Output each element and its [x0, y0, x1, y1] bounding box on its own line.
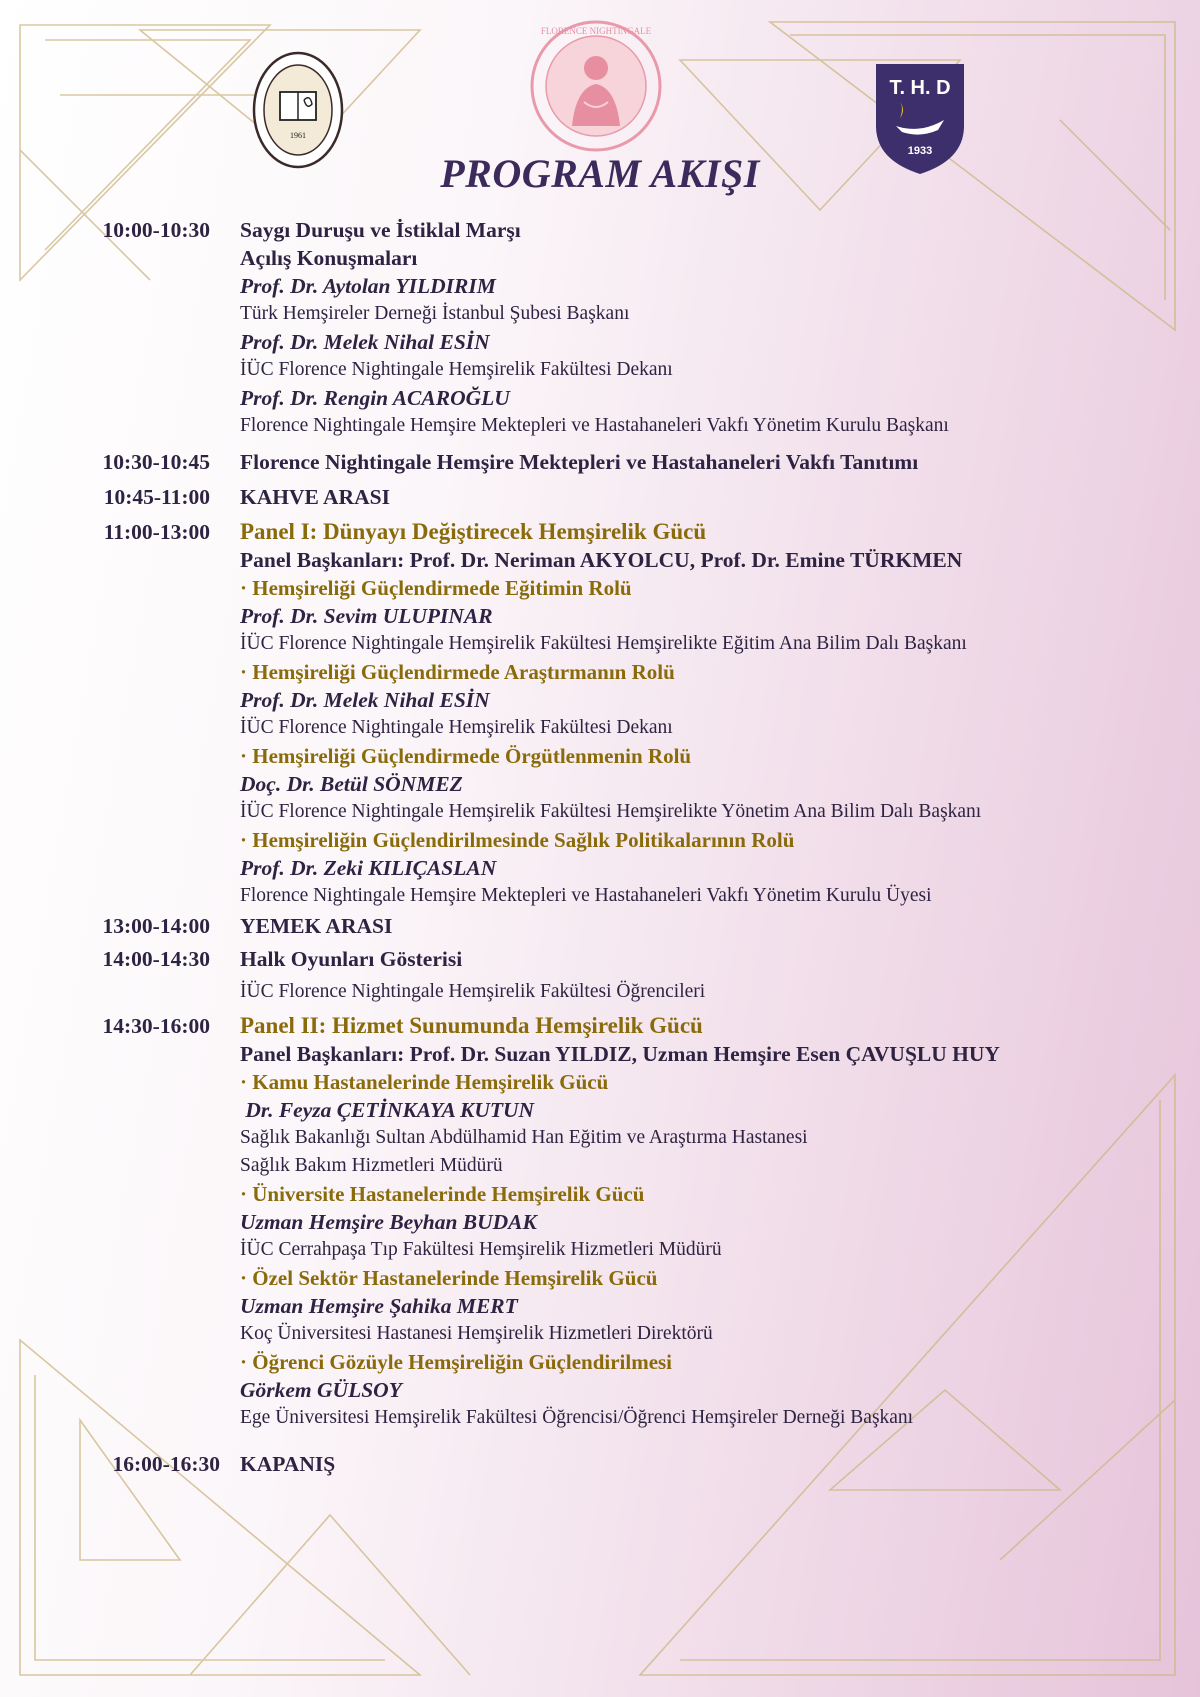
slot-content — [240, 483, 1190, 511]
talk-title: · Hemşireliği Güçlendirmede Örgütlenmenin Rolü — [240, 744, 692, 768]
slot-time: 10:00-10:30 — [102, 218, 210, 242]
panel-title: Panel I: Dünyayı Değiştirecek Hemşirelik Gücü — [240, 519, 707, 544]
slot-time: 14:00-14:30 — [102, 947, 210, 971]
speaker-role: Türk Hemşireler Derneği İstanbul Şubesi Başkanı — [240, 303, 630, 324]
speaker-name: Prof. Dr. Melek Nihal ESİN — [240, 688, 490, 712]
slot-time: 16:00-16:30 — [112, 1452, 220, 1476]
speaker-role: Ege Üniversitesi Hemşirelik Fakültesi Öğrencisi/Öğrenci Hemşireler Derneği Başkanı — [240, 1407, 914, 1428]
speaker-name: Prof. Dr. Melek Nihal ESİN — [240, 330, 490, 354]
speaker-name: Prof. Dr. Rengin ACAROĞLU — [240, 386, 510, 410]
speaker-name: Prof. Dr. Sevim ULUPINAR — [240, 604, 493, 628]
speaker-name: Prof. Dr. Aytolan YILDIRIM — [240, 274, 496, 298]
speaker-name: Görkem GÜLSOY — [240, 1378, 402, 1402]
slot-content — [240, 448, 1190, 476]
slot-content — [240, 216, 1190, 440]
speaker-role: İÜC Florence Nightingale Hemşirelik Fakültesi Hemşirelikte Eğitim Ana Bilim Dalı Başkanı — [240, 633, 967, 654]
speaker-role: İÜC Florence Nightingale Hemşirelik Fakültesi Hemşirelikte Yönetim Ana Bilim Dalı Başkanı — [240, 801, 982, 822]
talk-title: · Özel Sektör Hastanelerinde Hemşirelik Gücü — [240, 1266, 658, 1290]
talk-title: · Hemşireliği Güçlendirmede Araştırmanın Rolü — [240, 660, 675, 684]
slot-content — [240, 1450, 1190, 1478]
svg-text:1933: 1933 — [907, 145, 933, 157]
panel-chairs: Panel Başkanları: Prof. Dr. Suzan YILDIZ, Uzman Hemşire Esen ÇAVUŞLU HUY — [240, 1042, 1000, 1066]
slot-time: 11:00-13:00 — [103, 520, 210, 544]
speaker-role: Florence Nightingale Hemşire Mektepleri ve Hastahaneleri Vakfı Yönetim Kurulu Üyesi — [240, 885, 932, 906]
talk-title: · Hemşireliği Güçlendirmede Eğitimin Rolü — [240, 576, 632, 600]
svg-text:1961: 1961 — [290, 131, 306, 140]
svg-text:FLORENCE NIGHTINGALE: FLORENCE NIGHTINGALE — [540, 26, 652, 36]
session-title: KAPANIŞ — [240, 1452, 336, 1476]
panel-title: Panel II: Hizmet Sunumunda Hemşirelik Gücü — [240, 1013, 703, 1038]
session-title: Açılış Konuşmaları — [240, 246, 418, 270]
speaker-name: Doç. Dr. Betül SÖNMEZ — [240, 772, 463, 796]
slot-time: 14:30-16:00 — [102, 1014, 210, 1038]
svg-text:T. H. D: T. H. D — [889, 77, 951, 99]
slot-time: 13:00-14:00 — [102, 914, 210, 938]
speaker-role: İÜC Florence Nightingale Hemşirelik Fakültesi Dekanı — [240, 359, 673, 380]
speaker-name: Uzman Hemşire Şahika MERT — [240, 1294, 518, 1318]
talk-title: · Üniversite Hastanelerinde Hemşirelik Gücü — [240, 1182, 645, 1206]
speaker-name: Prof. Dr. Zeki KILIÇASLAN — [240, 856, 497, 880]
slot-time: 10:45-11:00 — [103, 485, 210, 509]
speaker-role: İÜC Cerrahpaşa Tıp Fakültesi Hemşirelik Hizmetleri Müdürü — [240, 1239, 722, 1260]
slot-content — [240, 518, 1190, 910]
page-title: PROGRAM AKIŞI — [440, 151, 760, 196]
slot-content — [240, 945, 1190, 1006]
speaker-name: Dr. Feyza ÇETİNKAYA KUTUN — [240, 1098, 535, 1122]
talk-title: · Kamu Hastanelerinde Hemşirelik Gücü — [240, 1070, 609, 1094]
speaker-role: Sağlık Bakanlığı Sultan Abdülhamid Han Eğitim ve Araştırma Hastanesi — [240, 1127, 808, 1148]
panel-chairs: Panel Başkanları: Prof. Dr. Neriman AKYOLCU, Prof. Dr. Emine TÜRKMEN — [240, 548, 963, 572]
session-title: Florence Nightingale Hemşire Mektepleri ve Hastahaneleri Vakfı Tanıtımı — [240, 450, 919, 474]
slot-content — [240, 1012, 1190, 1432]
speaker-role: Florence Nightingale Hemşire Mektepleri ve Hastahaneleri Vakfı Yönetim Kurulu Başkanı — [240, 415, 949, 436]
session-title: Halk Oyunları Gösterisi — [240, 947, 463, 971]
talk-title: · Öğrenci Gözüyle Hemşireliğin Güçlendirilmesi — [240, 1350, 673, 1374]
speaker-name: Uzman Hemşire Beyhan BUDAK — [240, 1210, 537, 1234]
slot-time: 10:30-10:45 — [102, 450, 210, 474]
speaker-role: İÜC Florence Nightingale Hemşirelik Fakültesi Öğrencileri — [240, 981, 706, 1002]
session-title: YEMEK ARASI — [240, 914, 393, 938]
speaker-role: Sağlık Bakım Hizmetleri Müdürü — [240, 1155, 503, 1176]
slot-content — [240, 912, 1190, 940]
speaker-role: İÜC Florence Nightingale Hemşirelik Fakültesi Dekanı — [240, 717, 673, 738]
session-title: KAHVE ARASI — [240, 485, 390, 509]
session-title: Saygı Duruşu ve İstiklal Marşı — [240, 218, 521, 242]
speaker-role: Koç Üniversitesi Hastanesi Hemşirelik Hizmetleri Direktörü — [240, 1323, 713, 1344]
talk-title: · Hemşireliğin Güçlendirilmesinde Sağlık Politikalarının Rolü — [240, 828, 795, 852]
